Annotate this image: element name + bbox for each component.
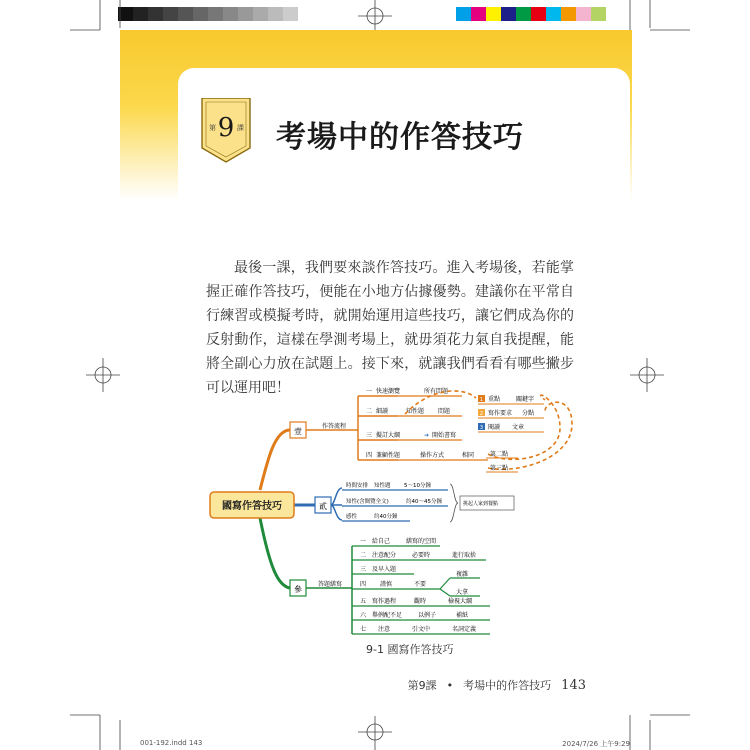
page-footer [408,677,586,693]
map-label: 知性(含閱覽全文) [346,499,389,505]
map-label: 及早入題 [372,566,397,573]
print-slug-right: 2024/7/26 上午9:29 [562,740,630,748]
map-label: 六 [360,612,367,619]
map-label: 3 [479,425,484,431]
map-label: 二 [360,552,367,559]
footer-lesson: 第9課 [407,679,437,692]
map-label: 約40分鐘 [374,514,398,520]
map-label: 一 [360,538,367,545]
map-label: 寫作過程 [372,598,397,605]
badge-number: 9 [217,113,235,143]
map-label: 快速瀏覽 [376,388,401,395]
map-label: 分點 [522,410,535,417]
print-slug-left: 001-192.indd 143 [140,739,203,747]
figure-caption: 9-1 國寫作答技巧 [366,643,454,656]
footer-title: 考場中的作答技巧 [463,679,552,692]
map-label: 進行取捨 [452,552,477,559]
map-label: 必要時 [412,552,431,559]
map-label: 約40～45分鐘 [406,499,442,505]
map-label: 觀時 [414,598,427,605]
map-label: 寫作要求 [488,410,513,417]
footer-bullet: • [446,679,454,692]
map-label: 知性題 [374,483,391,489]
b1-num: 壹 [294,427,302,436]
b1-label: 作答流程 [322,423,347,430]
map-label: 重點 [488,396,501,403]
badge-prefix: 第 [209,124,216,132]
map-label: 操作方式 [420,452,445,459]
badge-suffix: 課 [237,124,244,132]
mind-map [200,378,580,640]
map-label: 兼顧性題 [376,452,401,459]
map-label: 第二點 [490,451,509,458]
map-label: 1 [479,397,484,403]
map-label: 引文中 [412,626,431,633]
map-label: 給自己 [372,538,391,545]
map-label: 注意 [378,626,391,633]
map-label: 大拿 [456,589,469,596]
b3-label: 答題繕寫 [318,581,343,588]
map-label: 知性題 [406,408,425,415]
lesson-badge [200,98,252,164]
map-label: 開始書寫 [432,432,457,439]
map-label: 時間安排 [346,483,369,489]
map-label: 相同 [462,452,475,459]
map-label: 細讀 [376,408,389,415]
map-label: 注意配分 [372,552,397,559]
map-label: 2 [479,411,484,417]
map-label: 所有問題 [424,388,449,395]
map-label: 三 [366,432,373,439]
center-label: 國寫作答技巧 [222,501,282,512]
b3-num: 參 [294,585,302,594]
page-title: 考場中的作答技巧 [276,120,524,155]
map-label: 舉例配不足 [372,612,403,619]
map-label: 二 [366,408,373,415]
map-label: 三 [360,566,367,573]
map-label: 挑起人家到餐點 [463,501,499,507]
map-label: 問題 [438,408,451,415]
map-label: 七 [360,626,367,633]
map-label: 四 [366,452,373,459]
map-label: 5～10分鐘 [404,483,431,489]
map-label: 一 [366,388,373,395]
map-label: 複雜 [456,571,469,578]
map-label: 檢視大綱 [448,598,473,605]
intro-paragraph: 最後一課，我們要來談作答技巧。進入考場後，若能掌握正確作答技巧，便能在小地方佔據優勢。建議你在平常自行練習或模擬考時，就開始運用這些技巧，讓它們成為你的反射動作，這樣在學測考場上，就毋須花力氣自我提醒，能將全副心力放在試題上。接下來，就讓我們看看有哪些撇步可以運用吧！ [206,260,574,396]
map-label: 補紙 [456,612,469,619]
map-label: 謹慎 [380,581,393,588]
map-label: ➔ [424,432,430,439]
map-label: 關鍵字 [516,396,535,403]
map-label: 文章 [512,424,525,431]
map-label: 名詞定義 [452,626,477,633]
map-label: 第三點 [490,465,509,472]
map-label: 不要 [414,581,427,588]
map-label: 感性 [346,514,358,520]
map-label: 四 [360,581,367,588]
map-label: 擬訂大綱 [376,432,401,439]
map-label: 五 [360,598,367,605]
map-label: 閱讀 [488,424,501,431]
page-number: 143 [561,678,586,693]
map-label: 以例子 [418,612,437,619]
map-label: 繕寫的空間 [406,538,437,545]
b2-num: 貳 [319,502,327,511]
